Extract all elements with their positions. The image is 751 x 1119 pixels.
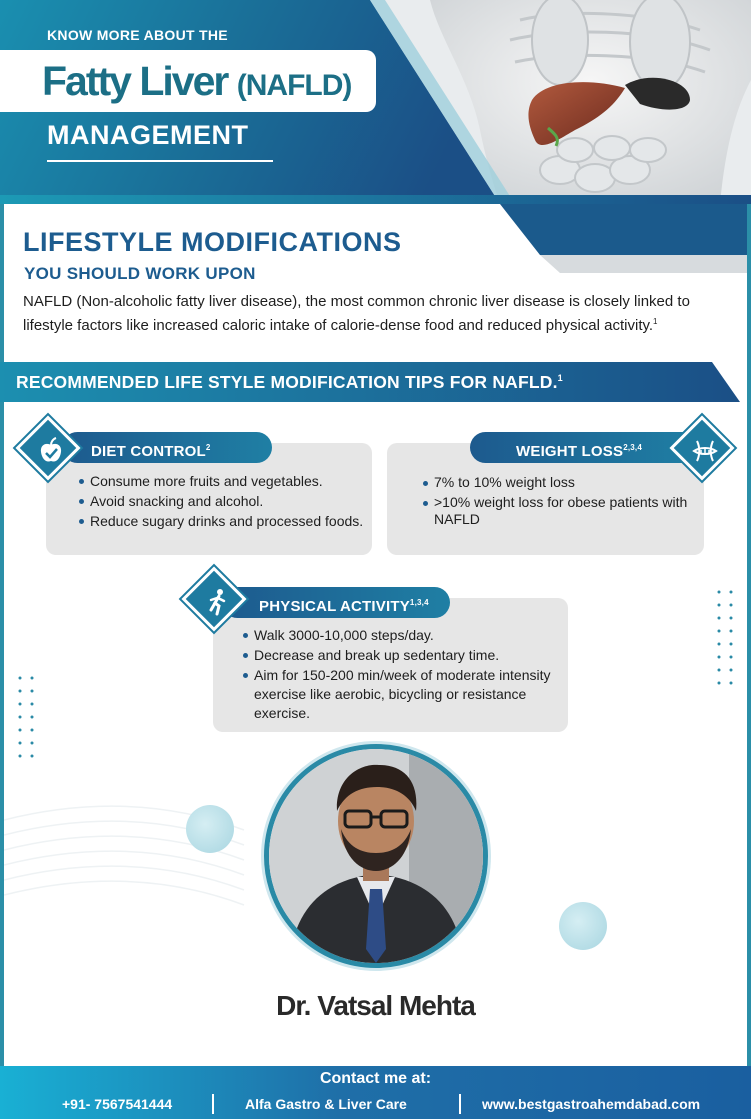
decorative-bubble xyxy=(559,902,607,950)
phone-number[interactable]: +91- 7567541444 xyxy=(62,1096,173,1112)
diet-ref: 2 xyxy=(205,443,211,452)
diet-pill xyxy=(62,432,272,463)
weight-list xyxy=(422,474,692,529)
doctor-photo xyxy=(264,744,488,968)
list-item: Reduce sugary drinks and processed foods. xyxy=(78,512,368,531)
physical-ref: 1,3,4 xyxy=(409,598,429,607)
physical-title: PHYSICAL ACTIVITY xyxy=(259,598,410,615)
tips-banner-ref: 1 xyxy=(557,373,563,384)
weight-pill xyxy=(470,432,698,463)
header xyxy=(0,0,751,204)
footer-divider xyxy=(459,1094,461,1114)
lifestyle-subtitle: YOU SHOULD WORK UPON xyxy=(24,264,256,283)
tips-banner xyxy=(16,372,563,393)
list-item: Consume more fruits and vegetables. xyxy=(78,472,368,491)
diet-list xyxy=(78,472,368,532)
intro-text: NAFLD (Non-alcoholic fatty liver disease), the most common chronic liver disease is closely linked to lifestyle factors like increased caloric intake of calorie-dense food and reduced physical activity. xyxy=(23,293,690,334)
list-item: 7% to 10% weight loss xyxy=(422,474,692,491)
page-title xyxy=(42,58,351,105)
decorative-bubble xyxy=(186,805,234,853)
doctor-name: Dr. Vatsal Mehta xyxy=(276,990,475,1021)
list-item: Decrease and break up sedentary time. xyxy=(242,646,562,665)
title-paren-text: (NAFLD) xyxy=(236,69,352,102)
physical-list xyxy=(242,626,562,724)
list-item: Aim for 150-200 min/week of moderate intensity exercise like aerobic, bicycling or resistance exercise. xyxy=(242,666,562,723)
dot-pattern-left xyxy=(17,674,37,770)
intro-paragraph xyxy=(23,292,713,336)
header-kicker: KNOW MORE ABOUT THE xyxy=(47,27,228,43)
list-item: >10% weight loss for obese patients with NAFLD xyxy=(422,494,692,528)
header-subtitle: MANAGEMENT xyxy=(47,120,249,150)
title-main-text: Fatty Liver xyxy=(42,58,228,104)
tips-banner-text: RECOMMENDED LIFE STYLE MODIFICATION TIPS FOR NAFLD. xyxy=(16,372,558,392)
right-border xyxy=(747,204,751,1066)
footer-divider xyxy=(212,1094,214,1114)
weight-ref: 2,3,4 xyxy=(623,443,642,452)
header-underline xyxy=(47,160,273,162)
clinic-name: Alfa Gastro & Liver Care xyxy=(245,1096,407,1112)
list-item: Walk 3000-10,000 steps/day. xyxy=(242,626,562,645)
physical-pill xyxy=(222,587,450,618)
weight-title: WEIGHT LOSS xyxy=(516,443,624,460)
doctor-portrait-illustration xyxy=(269,749,483,963)
apple-icon xyxy=(28,428,74,474)
lifestyle-title: LIFESTYLE MODIFICATIONS xyxy=(23,227,402,257)
intro-ref: 1 xyxy=(653,317,658,326)
dot-pattern-right xyxy=(716,588,736,688)
waist-measure-icon xyxy=(682,428,728,474)
contact-label: Contact me at: xyxy=(319,1070,432,1087)
diet-title: DIET CONTROL xyxy=(91,443,206,460)
runner-icon xyxy=(194,579,240,625)
website-link[interactable]: www.bestgastroahemdabad.com xyxy=(482,1096,701,1112)
list-item: Avoid snacking and alcohol. xyxy=(78,492,368,511)
